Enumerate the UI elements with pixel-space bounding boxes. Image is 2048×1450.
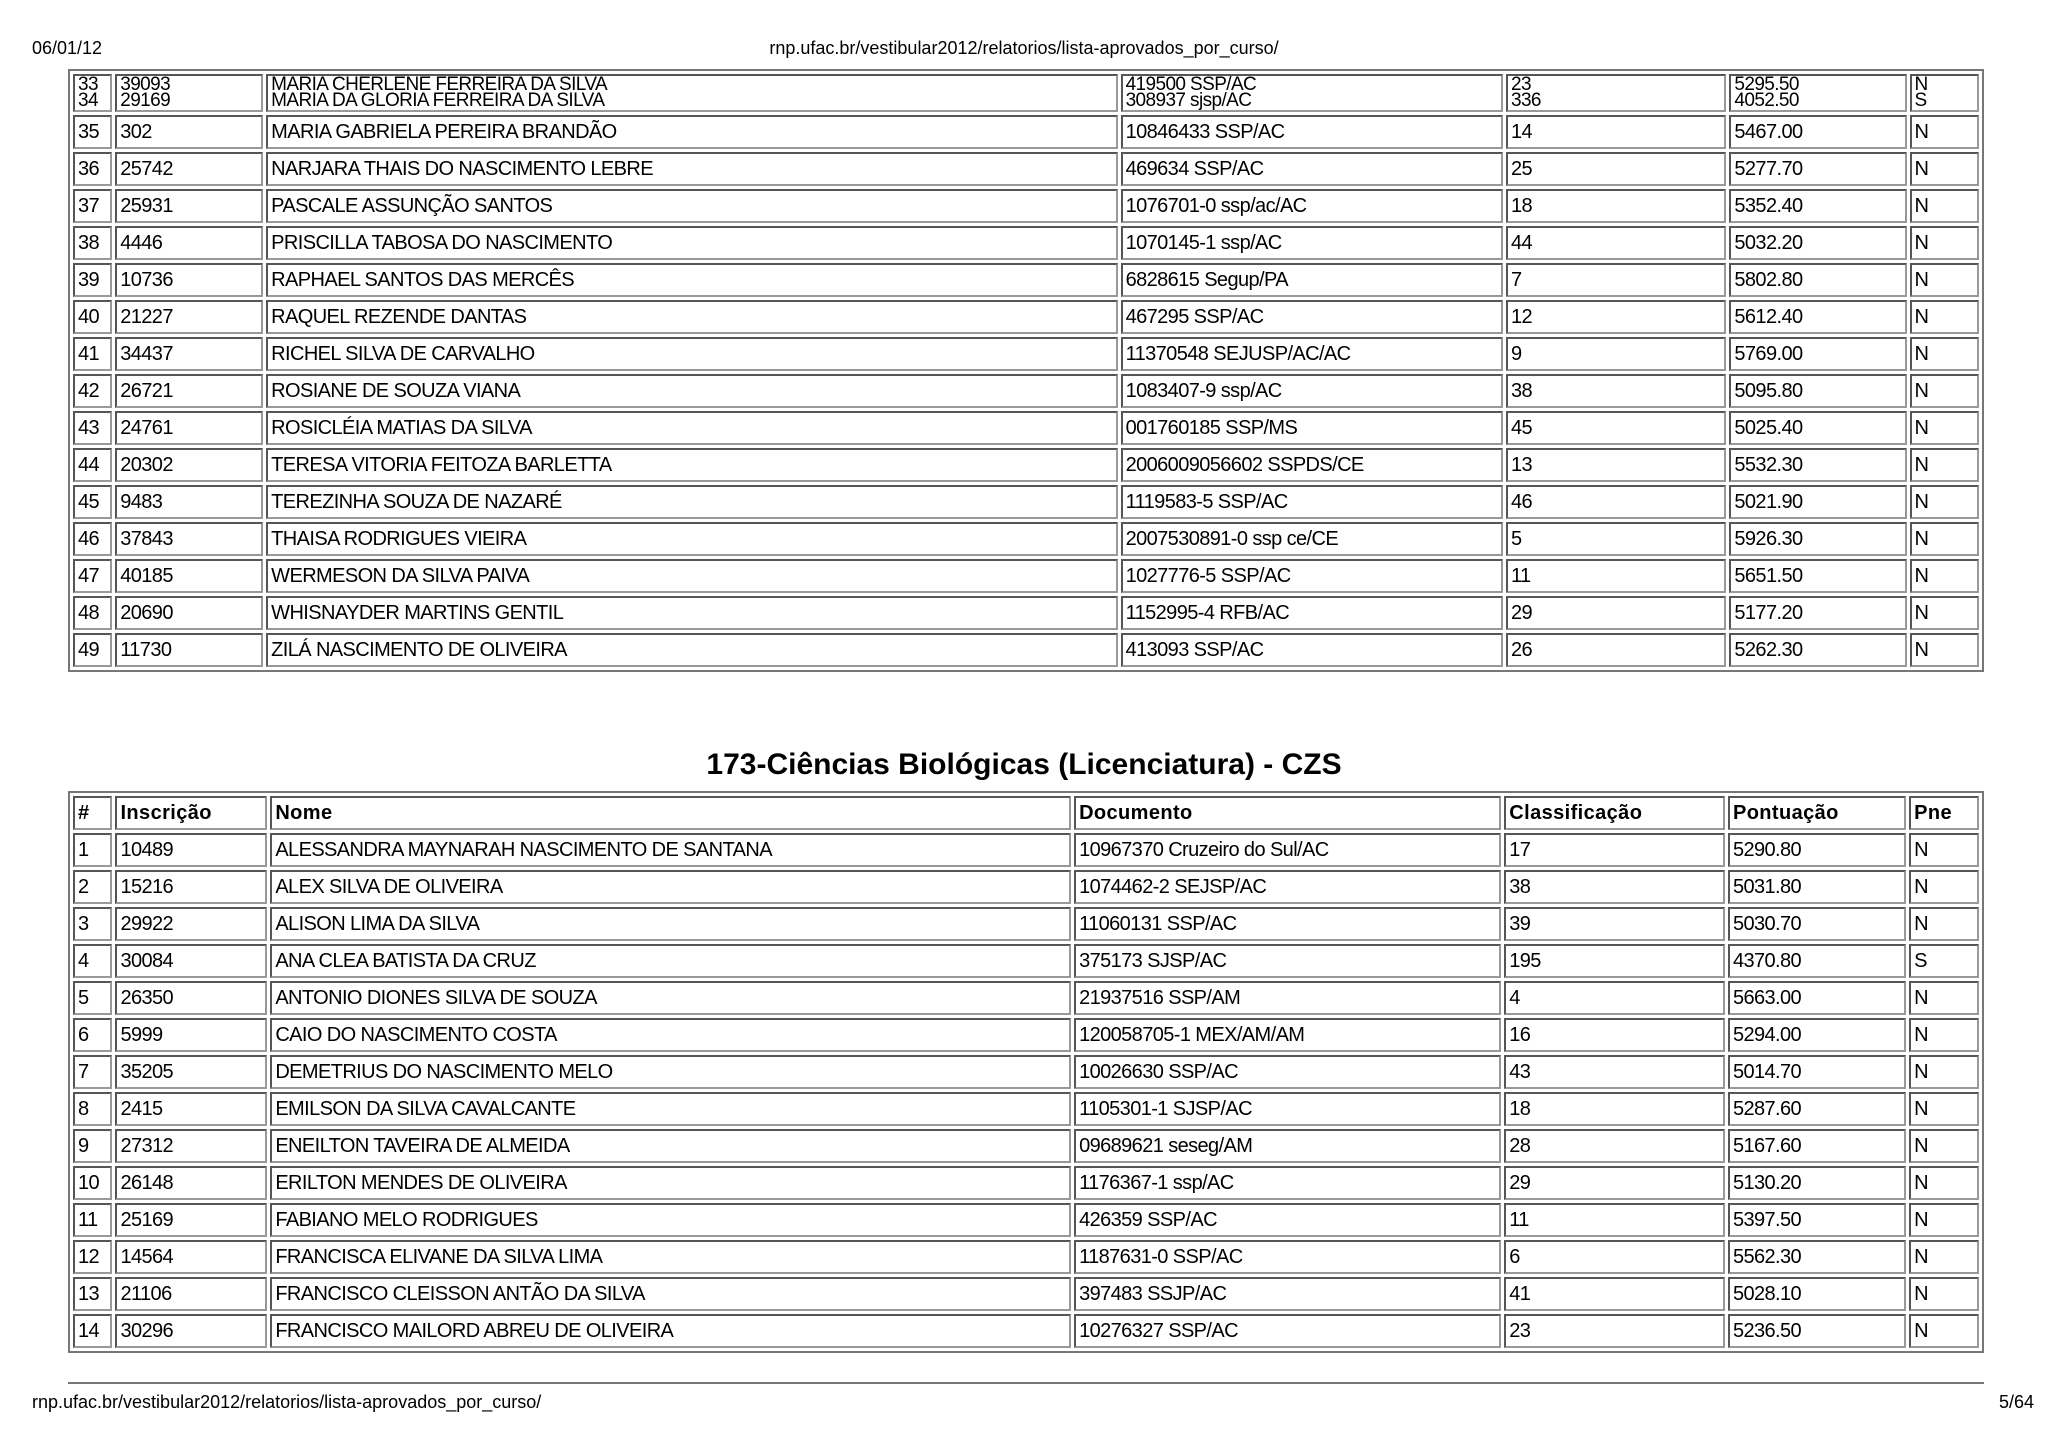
cell-inscricao: 11730 xyxy=(115,633,263,667)
cell-row-number: 10 xyxy=(73,1166,112,1200)
cell-pontuacao: 4370.80 xyxy=(1728,944,1906,978)
cell-row-number: 40 xyxy=(73,300,112,334)
cell-classificacao: 18 xyxy=(1506,189,1726,223)
table-row xyxy=(73,870,1979,904)
cell-pne: S xyxy=(1909,944,1979,978)
cell-inscricao: 26721 xyxy=(115,374,263,408)
results-table-ciencias-biologicas xyxy=(68,791,1984,1353)
column-header-classificacao: Classificação xyxy=(1504,796,1725,830)
table-row xyxy=(73,1240,1979,1274)
cell-pne: N xyxy=(1910,522,1979,556)
cell-inscricao: 302 xyxy=(115,115,263,149)
table-row xyxy=(73,1129,1979,1163)
cell-nome: RAQUEL REZENDE DANTAS xyxy=(266,300,1117,334)
table-row xyxy=(73,833,1979,867)
cell-row-number: 5 xyxy=(73,981,112,1015)
cell-row-number: 41 xyxy=(73,337,112,371)
cell-pontuacao: 5562.30 xyxy=(1728,1240,1906,1274)
cell-documento: 1027776-5 SSP/AC xyxy=(1121,559,1503,593)
cell-pne: N xyxy=(1909,1240,1979,1274)
cell-documento xyxy=(1121,74,1503,112)
cell-documento: 2006009056602 SSPDS/CE xyxy=(1121,448,1503,482)
cell-documento: 10967370 Cruzeiro do Sul/AC xyxy=(1074,833,1501,867)
cell-row-number: 43 xyxy=(73,411,112,445)
cell-inscricao: 5999 xyxy=(115,1018,267,1052)
cell-inscricao: 10736 xyxy=(115,263,263,297)
cell-nome: FRANCISCO CLEISSON ANTÃO DA SILVA xyxy=(270,1277,1071,1311)
cell-classificacao: 4 xyxy=(1504,981,1725,1015)
cell-classificacao: 195 xyxy=(1504,944,1725,978)
cell-documento: 09689621 seseg/AM xyxy=(1074,1129,1501,1163)
cell-inscricao: 20690 xyxy=(115,596,263,630)
cell-pne: N xyxy=(1910,374,1979,408)
cell-inscricao: 29922 xyxy=(115,907,267,941)
cell-row-number: 47 xyxy=(73,559,112,593)
cell-inscricao: 14564 xyxy=(115,1240,267,1274)
table-row xyxy=(73,1203,1979,1237)
overlapped-text: 5295.50 xyxy=(1734,74,1799,95)
table-row xyxy=(73,596,1979,630)
cell-nome: ROSICLÉIA MATIAS DA SILVA xyxy=(266,411,1117,445)
cell-pontuacao: 5612.40 xyxy=(1729,300,1906,334)
cell-documento: 1187631-0 SSP/AC xyxy=(1074,1240,1501,1274)
cell-pontuacao: 5769.00 xyxy=(1729,337,1906,371)
overlapped-text: 39093 xyxy=(120,74,171,95)
cell-documento: 1076701-0 ssp/ac/AC xyxy=(1121,189,1503,223)
table-continuation-edge xyxy=(68,1382,1984,1388)
cell-pne: N xyxy=(1909,833,1979,867)
print-header-url: rnp.ufac.br/vestibular2012/relatorios/lista-aprovados_por_curso/ xyxy=(769,38,1279,58)
cell-classificacao: 29 xyxy=(1506,596,1726,630)
cell-classificacao: 38 xyxy=(1504,870,1725,904)
cell-row-number: 14 xyxy=(73,1314,112,1348)
cell-pne: N xyxy=(1909,1055,1979,1089)
cell-inscricao: 10489 xyxy=(115,833,267,867)
table-row xyxy=(73,1314,1979,1348)
cell-classificacao: 16 xyxy=(1504,1018,1725,1052)
cell-pontuacao: 5262.30 xyxy=(1729,633,1906,667)
cell-inscricao xyxy=(115,74,263,112)
cell-pontuacao: 5095.80 xyxy=(1729,374,1906,408)
cell-pne: N xyxy=(1909,1314,1979,1348)
cell-inscricao: 30296 xyxy=(115,1314,267,1348)
cell-pontuacao: 5277.70 xyxy=(1729,152,1906,186)
column-header-pontuacao: Pontuação xyxy=(1728,796,1906,830)
cell-pontuacao: 5177.20 xyxy=(1729,596,1906,630)
cell-classificacao: 23 xyxy=(1504,1314,1725,1348)
overlapped-text: 34 xyxy=(78,90,98,111)
cell-pontuacao: 5167.60 xyxy=(1728,1129,1906,1163)
cell-classificacao: 25 xyxy=(1506,152,1726,186)
cell-pne: N xyxy=(1909,1203,1979,1237)
cell-classificacao: 11 xyxy=(1506,559,1726,593)
cell-row-number: 38 xyxy=(73,226,112,260)
cell-pontuacao: 5025.40 xyxy=(1729,411,1906,445)
cell-nome: PASCALE ASSUNÇÃO SANTOS xyxy=(266,189,1117,223)
cell-nome: EMILSON DA SILVA CAVALCANTE xyxy=(270,1092,1071,1126)
cell-inscricao: 9483 xyxy=(115,485,263,519)
cell-nome: ANTONIO DIONES SILVA DE SOUZA xyxy=(270,981,1071,1015)
cell-row-number: 35 xyxy=(73,115,112,149)
cell-pontuacao: 5397.50 xyxy=(1728,1203,1906,1237)
overlapped-text: 23 xyxy=(1511,74,1531,95)
overlapped-text: 419500 SSP/AC xyxy=(1125,74,1257,95)
cell-classificacao: 14 xyxy=(1506,115,1726,149)
cell-pne: N xyxy=(1910,263,1979,297)
cell-documento: 11370548 SEJUSP/AC/AC xyxy=(1121,337,1503,371)
cell-classificacao xyxy=(1506,74,1726,112)
cell-pne: N xyxy=(1910,596,1979,630)
cell-row-number xyxy=(73,74,112,112)
cell-nome: ZILÁ NASCIMENTO DE OLIVEIRA xyxy=(266,633,1117,667)
cell-pne: N xyxy=(1910,115,1979,149)
table-row xyxy=(73,300,1979,334)
table-header-row xyxy=(73,796,1979,830)
cell-pne: N xyxy=(1909,1129,1979,1163)
cell-inscricao: 26350 xyxy=(115,981,267,1015)
cell-row-number: 46 xyxy=(73,522,112,556)
cell-nome: RICHEL SILVA DE CARVALHO xyxy=(266,337,1117,371)
overlapped-text: 308937 sjsp/AC xyxy=(1125,90,1252,111)
cell-documento: 375173 SJSP/AC xyxy=(1074,944,1501,978)
cell-row-number: 48 xyxy=(73,596,112,630)
cell-documento: 426359 SSP/AC xyxy=(1074,1203,1501,1237)
column-header-documento: Documento xyxy=(1074,796,1501,830)
cell-row-number: 2 xyxy=(73,870,112,904)
cell-nome: CAIO DO NASCIMENTO COSTA xyxy=(270,1018,1071,1052)
table-row xyxy=(73,152,1979,186)
cell-documento: 413093 SSP/AC xyxy=(1121,633,1503,667)
cell-pontuacao: 5236.50 xyxy=(1728,1314,1906,1348)
cell-inscricao: 2415 xyxy=(115,1092,267,1126)
table-row xyxy=(73,1092,1979,1126)
cell-inscricao: 4446 xyxy=(115,226,263,260)
cell-pne: N xyxy=(1910,633,1979,667)
cell-pne: N xyxy=(1910,485,1979,519)
cell-pne: N xyxy=(1910,448,1979,482)
cell-nome: ALESSANDRA MAYNARAH NASCIMENTO DE SANTANA xyxy=(270,833,1071,867)
cell-row-number: 4 xyxy=(73,944,112,978)
course-section-title: 173-Ciências Biológicas (Licenciatura) - CZS xyxy=(706,748,1342,781)
cell-nome: TEREZINHA SOUZA DE NAZARÉ xyxy=(266,485,1117,519)
overlapped-text: N xyxy=(1914,74,1928,95)
cell-nome: MARIA GABRIELA PEREIRA BRANDÃO xyxy=(266,115,1117,149)
cell-documento: 001760185 SSP/MS xyxy=(1121,411,1503,445)
cell-classificacao: 6 xyxy=(1504,1240,1725,1274)
cell-pne: N xyxy=(1910,300,1979,334)
cell-pontuacao: 5287.60 xyxy=(1728,1092,1906,1126)
cell-inscricao: 21106 xyxy=(115,1277,267,1311)
cell-documento: 1176367-1 ssp/AC xyxy=(1074,1166,1501,1200)
cell-row-number: 36 xyxy=(73,152,112,186)
cell-pontuacao: 5130.20 xyxy=(1728,1166,1906,1200)
cell-classificacao: 28 xyxy=(1504,1129,1725,1163)
cell-pne: N xyxy=(1910,411,1979,445)
cell-nome: FRANCISCA ELIVANE DA SILVA LIMA xyxy=(270,1240,1071,1274)
cell-inscricao: 25742 xyxy=(115,152,263,186)
cell-pontuacao: 5663.00 xyxy=(1728,981,1906,1015)
cell-inscricao: 24761 xyxy=(115,411,263,445)
cell-classificacao: 12 xyxy=(1506,300,1726,334)
table-row xyxy=(73,1166,1979,1200)
overlapped-text: MARIA CHERLENE FERREIRA DA SILVA xyxy=(271,74,608,95)
cell-pontuacao: 5802.80 xyxy=(1729,263,1906,297)
cell-inscricao: 30084 xyxy=(115,944,267,978)
table-row xyxy=(73,337,1979,371)
cell-row-number: 3 xyxy=(73,907,112,941)
cell-documento: 120058705-1 MEX/AM/AM xyxy=(1074,1018,1501,1052)
table-row xyxy=(73,633,1979,667)
table-row xyxy=(73,1055,1979,1089)
cell-classificacao: 44 xyxy=(1506,226,1726,260)
table-row xyxy=(73,226,1979,260)
table-row xyxy=(73,374,1979,408)
cell-inscricao: 34437 xyxy=(115,337,263,371)
cell-pontuacao: 5290.80 xyxy=(1728,833,1906,867)
column-header-inscricao: Inscrição xyxy=(115,796,267,830)
column-header-pne: Pne xyxy=(1909,796,1979,830)
cell-classificacao: 7 xyxy=(1506,263,1726,297)
cell-nome: RAPHAEL SANTOS DAS MERCÊS xyxy=(266,263,1117,297)
cell-pne: N xyxy=(1910,189,1979,223)
table-row xyxy=(73,559,1979,593)
cell-documento: 21937516 SSP/AM xyxy=(1074,981,1501,1015)
table-row xyxy=(73,907,1979,941)
cell-inscricao: 20302 xyxy=(115,448,263,482)
cell-pne: N xyxy=(1909,1166,1979,1200)
cell-inscricao: 26148 xyxy=(115,1166,267,1200)
table-row xyxy=(73,1277,1979,1311)
table-row xyxy=(73,263,1979,297)
cell-documento: 397483 SSJP/AC xyxy=(1074,1277,1501,1311)
cell-pne: N xyxy=(1910,226,1979,260)
overlapped-text: S xyxy=(1914,90,1927,111)
cell-classificacao: 18 xyxy=(1504,1092,1725,1126)
cell-inscricao: 27312 xyxy=(115,1129,267,1163)
cell-pne: N xyxy=(1909,1018,1979,1052)
cell-inscricao: 35205 xyxy=(115,1055,267,1089)
cell-nome: WERMESON DA SILVA PAIVA xyxy=(266,559,1117,593)
cell-classificacao: 43 xyxy=(1504,1055,1725,1089)
cell-classificacao: 38 xyxy=(1506,374,1726,408)
table-row xyxy=(73,944,1979,978)
page-number: 5/64 xyxy=(1998,1392,2034,1412)
cell-row-number: 45 xyxy=(73,485,112,519)
cell-pne: N xyxy=(1909,1092,1979,1126)
cell-documento: 11060131 SSP/AC xyxy=(1074,907,1501,941)
table-row xyxy=(73,1018,1979,1052)
cell-nome: WHISNAYDER MARTINS GENTIL xyxy=(266,596,1117,630)
cell-classificacao: 29 xyxy=(1504,1166,1725,1200)
table-row xyxy=(73,485,1979,519)
table-row xyxy=(73,981,1979,1015)
cell-row-number: 8 xyxy=(73,1092,112,1126)
cell-pontuacao: 5014.70 xyxy=(1728,1055,1906,1089)
print-footer-url: rnp.ufac.br/vestibular2012/relatorios/lista-aprovados_por_curso/ xyxy=(32,1392,542,1412)
cell-classificacao: 46 xyxy=(1506,485,1726,519)
cell-row-number: 1 xyxy=(73,833,112,867)
cell-documento: 1119583-5 SSP/AC xyxy=(1121,485,1503,519)
cell-nome xyxy=(266,74,1117,112)
cell-pne: N xyxy=(1910,559,1979,593)
cell-nome: PRISCILLA TABOSA DO NASCIMENTO xyxy=(266,226,1117,260)
cell-classificacao: 13 xyxy=(1506,448,1726,482)
cell-documento: 467295 SSP/AC xyxy=(1121,300,1503,334)
cell-inscricao: 40185 xyxy=(115,559,263,593)
cell-nome: ERILTON MENDES DE OLIVEIRA xyxy=(270,1166,1071,1200)
table-row xyxy=(73,189,1979,223)
column-header-nome: Nome xyxy=(270,796,1071,830)
cell-nome: FABIANO MELO RODRIGUES xyxy=(270,1203,1071,1237)
table-row-cut-off xyxy=(73,74,1979,112)
cell-inscricao: 25169 xyxy=(115,1203,267,1237)
overlapped-text: 33 xyxy=(78,74,98,95)
cell-inscricao: 25931 xyxy=(115,189,263,223)
cell-classificacao: 11 xyxy=(1504,1203,1725,1237)
cell-pontuacao: 5926.30 xyxy=(1729,522,1906,556)
cell-classificacao: 45 xyxy=(1506,411,1726,445)
cell-documento: 1152995-4 RFB/AC xyxy=(1121,596,1503,630)
cell-documento: 10276327 SSP/AC xyxy=(1074,1314,1501,1348)
cell-inscricao: 21227 xyxy=(115,300,263,334)
overlapped-text: 336 xyxy=(1511,90,1541,111)
cell-pne: N xyxy=(1910,337,1979,371)
cell-classificacao: 17 xyxy=(1504,833,1725,867)
overlapped-text: MARIA DA GLORIA FERREIRA DA SILVA xyxy=(271,90,605,111)
cell-pontuacao: 5352.40 xyxy=(1729,189,1906,223)
cell-nome: ROSIANE DE SOUZA VIANA xyxy=(266,374,1117,408)
cell-nome: TERESA VITORIA FEITOZA BARLETTA xyxy=(266,448,1117,482)
cell-pne: N xyxy=(1909,1277,1979,1311)
table-row xyxy=(73,522,1979,556)
cell-pontuacao: 5294.00 xyxy=(1728,1018,1906,1052)
cell-classificacao: 5 xyxy=(1506,522,1726,556)
cell-row-number: 37 xyxy=(73,189,112,223)
cell-row-number: 9 xyxy=(73,1129,112,1163)
cell-pontuacao: 5651.50 xyxy=(1729,559,1906,593)
results-table-previous-course xyxy=(68,69,1984,672)
table-row xyxy=(73,411,1979,445)
cell-documento: 1105301-1 SJSP/AC xyxy=(1074,1092,1501,1126)
cell-pontuacao: 5032.20 xyxy=(1729,226,1906,260)
cell-nome: NARJARA THAIS DO NASCIMENTO LEBRE xyxy=(266,152,1117,186)
cell-pontuacao: 5031.80 xyxy=(1728,870,1906,904)
cell-row-number: 6 xyxy=(73,1018,112,1052)
column-header-row-number: # xyxy=(73,796,112,830)
cell-nome: THAISA RODRIGUES VIEIRA xyxy=(266,522,1117,556)
print-date: 06/01/12 xyxy=(32,38,103,58)
cell-pne: N xyxy=(1910,152,1979,186)
cell-pontuacao: 5532.30 xyxy=(1729,448,1906,482)
overlapped-text: 4052.50 xyxy=(1734,90,1799,111)
cell-pne: N xyxy=(1909,981,1979,1015)
cell-pne xyxy=(1910,74,1979,112)
cell-row-number: 13 xyxy=(73,1277,112,1311)
cell-row-number: 7 xyxy=(73,1055,112,1089)
cell-documento: 1070145-1 ssp/AC xyxy=(1121,226,1503,260)
cell-classificacao: 41 xyxy=(1504,1277,1725,1311)
cell-nome: ENEILTON TAVEIRA DE ALMEIDA xyxy=(270,1129,1071,1163)
table-row xyxy=(73,115,1979,149)
table-row xyxy=(73,448,1979,482)
cell-nome: ANA CLEA BATISTA DA CRUZ xyxy=(270,944,1071,978)
overlapped-text: 29169 xyxy=(120,90,171,111)
cell-pontuacao: 5021.90 xyxy=(1729,485,1906,519)
cell-row-number: 12 xyxy=(73,1240,112,1274)
cell-pontuacao: 5467.00 xyxy=(1729,115,1906,149)
cell-pontuacao: 5030.70 xyxy=(1728,907,1906,941)
cell-pontuacao: 5028.10 xyxy=(1728,1277,1906,1311)
cell-row-number: 39 xyxy=(73,263,112,297)
cell-nome: FRANCISCO MAILORD ABREU DE OLIVEIRA xyxy=(270,1314,1071,1348)
cell-documento: 469634 SSP/AC xyxy=(1121,152,1503,186)
cell-documento: 6828615 Segup/PA xyxy=(1121,263,1503,297)
cell-documento: 2007530891-0 ssp ce/CE xyxy=(1121,522,1503,556)
cell-row-number: 49 xyxy=(73,633,112,667)
cell-nome: ALISON LIMA DA SILVA xyxy=(270,907,1071,941)
cell-pne: N xyxy=(1909,870,1979,904)
cell-nome: DEMETRIUS DO NASCIMENTO MELO xyxy=(270,1055,1071,1089)
cell-documento: 1083407-9 ssp/AC xyxy=(1121,374,1503,408)
cell-inscricao: 37843 xyxy=(115,522,263,556)
cell-documento: 1074462-2 SEJSP/AC xyxy=(1074,870,1501,904)
cell-classificacao: 9 xyxy=(1506,337,1726,371)
cell-pontuacao xyxy=(1729,74,1906,112)
cell-row-number: 44 xyxy=(73,448,112,482)
cell-classificacao: 39 xyxy=(1504,907,1725,941)
cell-nome: ALEX SILVA DE OLIVEIRA xyxy=(270,870,1071,904)
cell-row-number: 11 xyxy=(73,1203,112,1237)
cell-pne: N xyxy=(1909,907,1979,941)
cell-inscricao: 15216 xyxy=(115,870,267,904)
cell-row-number: 42 xyxy=(73,374,112,408)
cell-documento: 10026630 SSP/AC xyxy=(1074,1055,1501,1089)
cell-documento: 10846433 SSP/AC xyxy=(1121,115,1503,149)
cell-classificacao: 26 xyxy=(1506,633,1726,667)
